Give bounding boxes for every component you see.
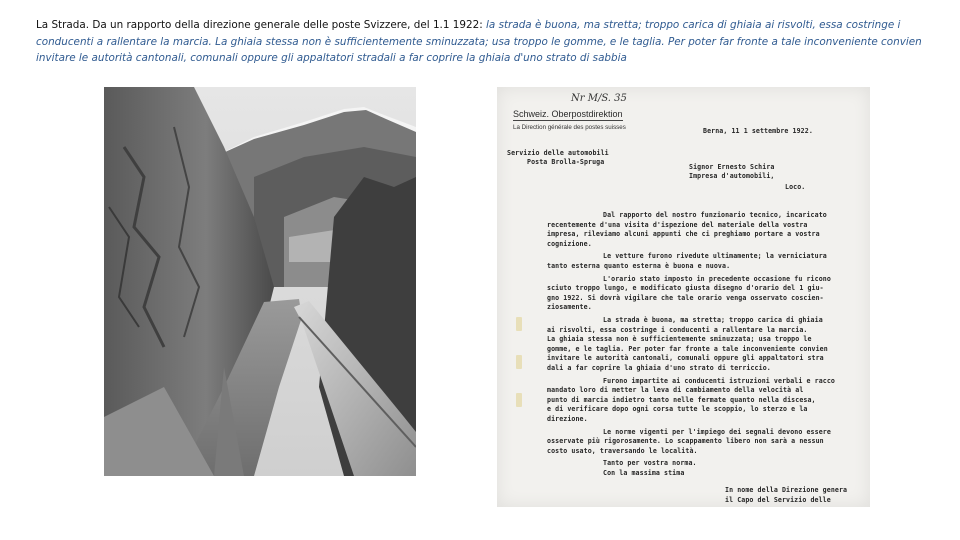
caption-lead: La Strada. Da un rapporto della direzione generale delle poste Svizzere, del 1.1 1922:	[36, 19, 487, 31]
letter-body-line: Furono impartite ai conducenti istruzioni verbali e racco	[603, 376, 835, 385]
department-line: Servizio delle automobili	[507, 149, 609, 157]
letterhead-rule	[513, 120, 623, 121]
letter-body-line: Le norme vigenti per l'impiego dei segnali devono essere	[603, 427, 831, 436]
caption-quote: la strada è buona, ma stretta; troppo carica di ghiaia ai risvolti, essa costringe i conducenti a rallentare la marcia. La ghiaia stessa non è sufficientemente sminuzzata; usa troppo le gomme, e le taglia. Per poter far fronte a tale inconveniente convien invitare le autorità cantonali, comunali oppure gli appaltatori stradali a far coprire la ghiaia d'uno strato di sabbia	[36, 19, 922, 64]
letter-body-line: Tanto per vostra norma.	[603, 459, 697, 468]
letter-body-line: ziosamente.	[547, 303, 592, 312]
handwritten-reference: Nr M/S. 35	[571, 93, 627, 104]
letter-body-line: gno 1922. Si dovrà vigilare che tale orario venga osservato coscien-	[547, 293, 824, 302]
letter-body-line: Con la massima stima	[603, 469, 685, 477]
caption	[36, 17, 936, 67]
letter-body-line: direzione.	[547, 415, 588, 423]
addressee-name: Signor Ernesto Schira	[689, 163, 775, 171]
letter-body-line: tanto esterna quanto esterna è buona e nuova.	[547, 262, 731, 270]
letter-body-line: cognizione.	[547, 239, 592, 248]
letter-body-line: recentemente d'una visita d'ispezione del materiale della vostra	[547, 220, 808, 229]
letter-body-line: costo usato, traversando le località.	[547, 446, 698, 455]
letter-body-line: Le vetture furono rivedute ultimamente; la verniciatura	[603, 252, 827, 261]
signature-line: il Capo del Servizio delle	[725, 496, 831, 504]
letter-body-line: ai risvolti, essa costringe i conducenti a rallentare la marcia.	[547, 325, 808, 334]
mountain-road-photo	[104, 87, 416, 476]
letter-body-line: La ghiaia stessa non è sufficientemente sminuzzata; usa troppo le	[547, 335, 812, 344]
letter-body-line: mandato loro di metter la leva di cambiamento della velocità al	[547, 386, 804, 395]
punch-hole	[516, 317, 522, 331]
letter-body-line: punto di marcia indietro tanto nelle fermate quanto nella discesa,	[547, 395, 816, 404]
addressee-company: Impresa d'automobili,	[689, 172, 775, 180]
letter-body-line: impresa, rileviamo alcuni appunti che ci preghiamo portare a vostra	[547, 230, 820, 239]
letter-body-line: dali a far coprire la ghiaia d'uno strato di terriccio.	[547, 364, 771, 372]
addressee-city: Loco.	[785, 183, 806, 191]
letter-document	[497, 87, 870, 507]
mountain-road-photo-image	[104, 87, 416, 476]
letter-body-line: sciuto troppo lungo, e modificato giusta disegno d'orario del 1 giu-	[547, 284, 824, 293]
department-line: Posta Brolla-Spruga	[527, 158, 605, 166]
letter-body-line: La strada è buona, ma stretta; troppo carica di ghiaia	[603, 316, 823, 324]
letterhead-subtitle: La Direction générale des postes suisses	[513, 124, 626, 131]
letter-body-line: L'orario stato imposto in precedente occasione fu ricono	[603, 274, 831, 283]
punch-hole	[516, 393, 522, 407]
place-date: Berna, 11 1 settembre 1922.	[703, 127, 813, 135]
signature-line: In nome della Direzione genera	[725, 486, 848, 494]
letter-body-line: e di verificare dopo ogni corsa tutte le scoppio, lo sterzo e la	[547, 405, 808, 414]
letterhead: Schweiz. Oberpostdirektion	[513, 109, 623, 119]
punch-hole	[516, 355, 522, 369]
letter-body-line: gomme, e le taglia. Per poter far fronte a tale inconveniente convien	[547, 344, 828, 353]
letter-body-line: invitare le autorità cantonali, comunali oppure gli appaltatori stra	[547, 354, 824, 363]
letter-body-line: osservate più rigorosamente. Lo scappamento libero non sarà a nessun	[547, 437, 824, 446]
letter-body-line: Dal rapporto del nostro funzionario tecnico, incaricato	[603, 211, 827, 219]
